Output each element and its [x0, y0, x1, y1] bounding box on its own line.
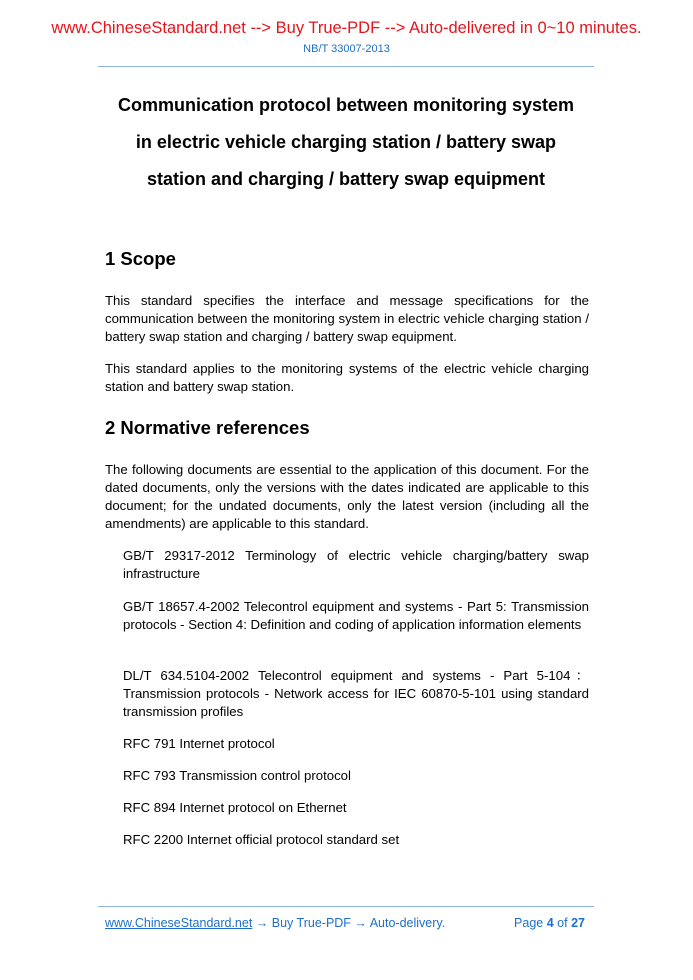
reference-item: DL/T 634.5104-2002 Telecontrol equipment and systems - Part 5-104： Transmission protocols - Network access for IEC 60870-5-101 using standard transmission profiles [123, 668, 589, 719]
reference-item: RFC 894 Internet protocol on Ethernet [123, 800, 347, 815]
references-intro: The following documents are essential to the application of this document. For the dated documents, only the versions with the dates indicated are applicable to this document; for the undated documents, only the latest version (including all the amendments) are applicable to this standard. [105, 462, 589, 531]
reference-item: RFC 793 Transmission control protocol [123, 768, 351, 783]
page-indicator [514, 916, 585, 930]
header-divider [98, 66, 594, 67]
reference-item: RFC 791 Internet protocol [123, 736, 275, 751]
scope-paragraph-2: This standard applies to the monitoring systems of the electric vehicle charging station and battery swap station. [105, 361, 589, 394]
footer-website-link[interactable]: www.ChineseStandard.net [105, 916, 253, 930]
page-current: 4 [546, 916, 554, 930]
of-label: of [557, 916, 568, 930]
reference-item: GB/T 29317-2012 Terminology of electric vehicle charging/battery swap infrastructure [123, 548, 589, 581]
scope-paragraph-1: This standard specifies the interface and message specifications for the communication between the monitoring system in electric vehicle charging station / battery swap station and charging / battery swap equipment. [105, 293, 589, 344]
title-line-2: in electric vehicle charging station / battery swap [135, 132, 557, 152]
title-line-3: station and charging / battery swap equipment [146, 169, 546, 189]
footer-tagline: → Buy True-PDF → Auto-delivery. [252, 916, 446, 930]
section-heading-scope: 1 Scope [105, 248, 176, 269]
footer-divider [98, 906, 594, 907]
page-footer [105, 916, 585, 930]
document-title [98, 87, 594, 198]
standard-number: NB/T 33007-2013 [303, 43, 390, 55]
promo-banner[interactable]: www.ChineseStandard.net --> Buy True-PDF --> Auto-delivered in 0~10 minutes. [51, 19, 642, 37]
reference-item: RFC 2200 Internet official protocol standard set [123, 832, 400, 847]
page-label: Page [514, 916, 544, 930]
title-line-1: Communication protocol between monitoring system [117, 95, 575, 115]
reference-item: GB/T 18657.4-2002 Telecontrol equipment and systems - Part 5: Transmission protocols - Section 4: Definition and coding of application information elements [123, 599, 589, 632]
page-total: 27 [571, 916, 585, 930]
section-heading-normative-references: 2 Normative references [105, 417, 310, 438]
